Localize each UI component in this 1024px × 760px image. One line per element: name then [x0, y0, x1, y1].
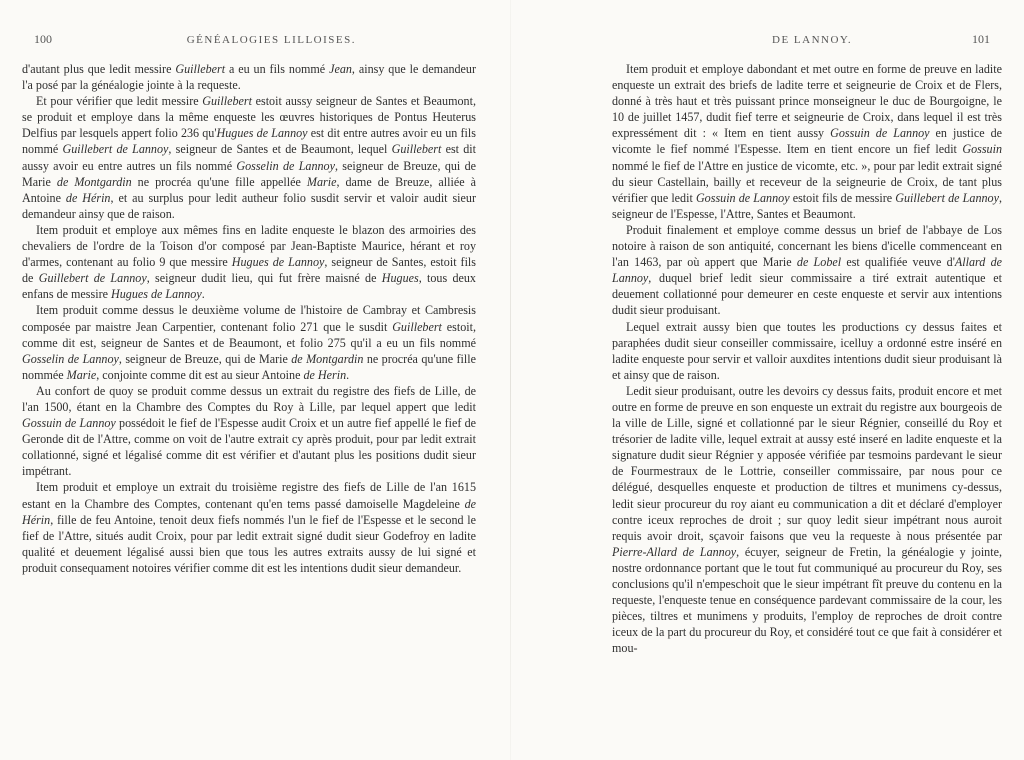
right-page	[512, 0, 1024, 760]
italic-name: Gosselin de Lannoy	[22, 351, 119, 366]
italic-name: Guillebert	[202, 94, 252, 109]
italic-name: Hugues de Lannoy	[231, 255, 325, 270]
right-page-header	[612, 32, 1002, 47]
paragraph: Lequel extrait aussy bien que toutes les productions cy dessus faites et paraphées dudit sieur conseiller commissaire, icelluy a ordonné estre inséré en ladite enqueste pour servir et valloir auxdites intentions dudit sieur produisant là et ainsy que de raison.	[612, 319, 1002, 382]
italic-name: de Herin	[303, 367, 347, 382]
italic-name: Hugues de Lannoy	[111, 287, 202, 302]
italic-name: Pierre-Allard de Lannoy	[612, 544, 737, 559]
left-running-title: GÉNÉALOGIES LILLOISES.	[186, 34, 356, 46]
right-running-title: DE LANNOY.	[772, 34, 853, 46]
italic-name: de Montgardin	[291, 351, 364, 366]
italic-name: Gossuin de Lannoy	[695, 190, 790, 205]
italic-name: Hugues de Lannoy	[216, 126, 308, 141]
italic-name: Gossuin de Lannoy	[22, 416, 116, 431]
italic-name: Allard de Lannoy	[612, 255, 1002, 286]
right-page-body	[612, 61, 1002, 656]
italic-name: Gosselin de Lannoy	[236, 158, 335, 173]
italic-name: de Montgardin	[56, 174, 132, 189]
paragraph: Item produit comme dessus le deuxième volume de l'histoire de Cambray et Cambresis composée par maistre Jean Carpentier, contenant folio 271 que le susdit Guillebert estoit, comme dit est, seigneur de Santes et de Beaumont, et folio 275 qu'il a eu un fils nommé Gosselin de Lannoy, seigneur de Breuze, qui de Marie de Montgardin ne procréa qu'une fille nommée Marie, conjointe comme dit est au sieur Antoine de Herin.	[22, 303, 476, 382]
left-page-header	[22, 32, 476, 47]
paragraph: Au confort de quoy se produit comme dessus un extrait du registre des fiefs de Lille, de l'an 1500, étant en la Chambre des Comptes du Roy à Lille, par lequel appert que ledit Gossuin de Lannoy possédoit le fief de l'Espesse audit Croix et un autre fief appellé le fief de Geronde dit de l'Attre, comme on voit de l'autre extrait cy après produit, pour par ledit extrait collationné, signé et légalisé comme dit est vérifier et d'autant plus les positions dudit sieur impétrant.	[22, 383, 477, 479]
italic-name: Guillebert de Lannoy	[38, 271, 147, 286]
paragraph: Produit finalement et employe comme dessus un brief de l'abbaye de Los notoire à raison de son antiquité, concernant les biens d'icelle commenceant en l'an 1463, par où appert que Marie de Lobel est qualifiée veuve d'Allard de Lannoy, duquel brief ledit sieur commissaire a tiré extrait autentique et deuement collationné pour demeurer en ceste enqueste et servir aux intentions dudit sieur produisant.	[612, 222, 1002, 318]
italic-name: Gossuin	[962, 142, 1002, 157]
paragraph: Item produit et employe dabondant et met outre en forme de preuve en ladite enqueste un extrait des briefs de ladite terre et seigneurie de Croix et de Flers, donné à très haut et très puissant prince monseigneur le duc de Bourgoigne, le 10 de juillet 1457, dudit fief terre et seigneurie de Croix, dans lequel il est très expressément dit : « Item en tient aussy Gossuin de Lannoy en justice de vicomte le fief nommé l'Espesse. Item en tient encore un fief ledit Gossuin nommé le fief de l'Attre en justice de vicomte, etc. », pour par ledit extrait signé du sieur Castellain, bailly et receveur de la seigneurie de Croix, de tant plus vérifier que ledit Gossuin de Lannoy estoit fils de messire Guillebert de Lannoy, seigneur de l'Espesse, l'Attre, Santes et Beaumont.	[612, 62, 1002, 221]
italic-name: Jean	[329, 62, 352, 76]
paragraph: Item produit et employe un extrait du troisième registre des fiefs de Lille de l'an 1615 estant en la Chambre des Comptes, contenant qu'en tems passé damoiselle Magdeleine de Hérin, fille de feu Antoine, tenoit deux fiefs nommés l'un le fief de l'Espesse et le second le fief de l'Attre, situés audit Croix, pour par ledit extrait signé dudit sieur Godefroy en ladite qualité et deuement légalisé aussi bien que tous les autres extraits aussy de lui signé et produit consequament notoires vérifier comme dit est les intentions dudit sieur demandeur.	[22, 480, 476, 575]
italic-name: Hugues	[381, 271, 419, 286]
italic-name: Guillebert	[391, 142, 442, 157]
italic-name: de Lobel	[796, 255, 842, 270]
paragraph: Item produit et employe aux mêmes fins en ladite enqueste le blazon des armoiries des chevaliers de l'ordre de la Toison d'or composé par Jean-Baptiste Maurice, hérant et roy d'armes, contenant au folio 9 que messire Hugues de Lannoy, seigneur de Santes, estoit fils de Guillebert de Lannoy, seigneur dudit lieu, qui fut frère maisné de Hugues, tous deux enfans de messire Hugues de Lannoy.	[22, 222, 476, 302]
italic-name: Guillebert de Lannoy	[895, 190, 999, 205]
paragraph: Et pour vérifier que ledit messire Guillebert estoit aussy seigneur de Santes et Beaumont, se produit et employe dans la même enqueste les œuvres historiques de Pontus Heuterus Delfius par lesquels appert folio 236 qu'Hugues de Lannoy est dit entre autres avoir eu un fils nommé Guillebert de Lannoy, seigneur de Santes et de Beaumont, lequel Guillebert est dit aussy avoir eu entre autres un fils nommé Gosselin de Lannoy, seigneur de Breuze, qui de Marie de Montgardin ne procréa qu'une fille appellée Marie, dame de Breuze, alliée à Antoine de Hérin, et au surplus pour ledit autheur folio susdit servir et valoir audit sieur demandeur ainsy que de raison.	[22, 94, 477, 221]
italic-name: de Hérin	[22, 496, 476, 527]
italic-name: Marie	[66, 367, 97, 382]
page-gutter	[510, 0, 511, 760]
italic-name: Guillebert	[175, 62, 226, 76]
right-page-number: 101	[972, 32, 990, 46]
italic-name: de Hérin	[65, 190, 111, 205]
italic-name: Marie	[306, 174, 337, 189]
italic-name: Guillebert de Lannoy	[62, 142, 169, 157]
paragraph: d'autant plus que ledit messire Guillebert a eu un fils nommé Jean, ainsy que le demandeur l'a posé par la généalogie jointe à la requeste.	[22, 62, 476, 93]
left-page-number: 100	[34, 32, 52, 46]
italic-name: Gossuin de Lannoy	[830, 126, 930, 141]
paragraph: Ledit sieur produisant, outre les devoirs cy dessus faits, produit encore et met outre en forme de preuve en son enqueste un extrait du registre aux bourgeois de la ville de Lille, signé et collationné par le sieur Régnier, conseillé du Roy et trésorier de ladite ville, lequel extrait at aussy esté inseré en ladite enqueste et la signature dudit sieur Régnier y apposée vérifiée par tesmoins pardevant le sieur de Fourmestraux de le Lottrie, conseiller commissaire, par nous pour ce délégué, desquelles enqueste et production de tiltres et munimens cy-dessus, ledit sieur procureur du roy aiant eu communication a dit et déclaré d'employer contre iceux reproches de droit ; sur quoy ledit sieur impétrant nous auroit requis avoir droit, sçavoir faisons que veu la requeste à nous présentée par Pierre-Allard de Lannoy, écuyer, seigneur de Fretin, la généalogie y jointe, nostre ordonnance portant que le tout fut communiqué au procureur du Roy, ses conclusions qu'il n'empeschoit que le sieur impétrant fît preuve du contenu en la requeste, l'enqueste tenue en conséquence pardevant commissaire de la cour, les pièces, tiltres et munimens y produits, l'employ de reproches de droit contre iceux de la part du procureur du Roy, et considéré tout ce que fait à considérer et mou-	[612, 383, 1003, 656]
left-page-body	[22, 61, 476, 576]
italic-name: Guillebert	[392, 319, 442, 334]
